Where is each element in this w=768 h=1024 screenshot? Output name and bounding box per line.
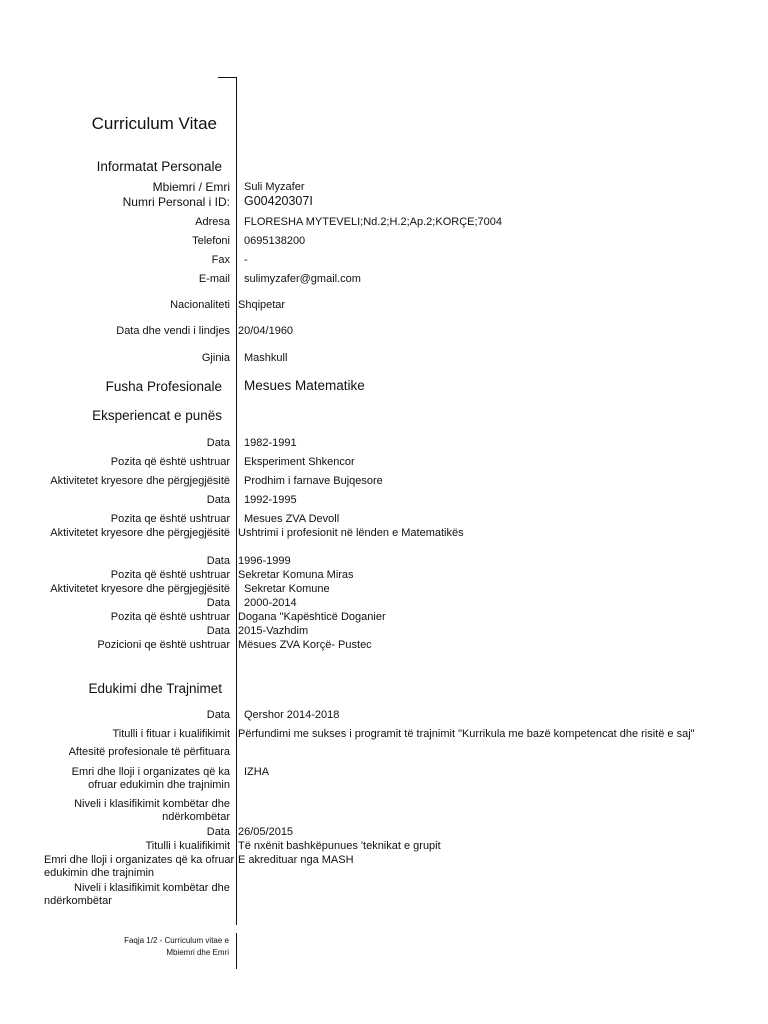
footer-rule (236, 933, 237, 969)
edu-label: Data (206, 709, 230, 721)
exp-label: Pozita që është ushtruar (110, 456, 230, 468)
edu-value: Përfundimi me sukses i programit të trajnimit "Kurrikula me bazë kompetencat dhe risitë e saj" (238, 728, 695, 740)
name-value: Suli Myzafer (244, 181, 305, 193)
exp-label: Aktivitetet kryesore dhe përgjegjësitë (50, 475, 230, 487)
exp-value: Prodhim i farnave Bujqesore (244, 475, 383, 487)
exp-value: Dogana "Kapështicë Doganier (238, 611, 386, 623)
birth-value: 20/04/1960 (238, 325, 294, 337)
exp-value: 2000-2014 (244, 597, 297, 609)
name-label: Mbiemri / Emri (152, 180, 230, 194)
exp-label: Pozicioni qe është ushtruar (97, 639, 230, 651)
nationality-label: Nacionaliteti (170, 299, 230, 311)
edu-value: IZHA (244, 766, 270, 778)
email-label: E-mail (198, 273, 230, 285)
edu-label: Titulli i kualifikimit (145, 840, 230, 852)
fax-label: Fax (211, 254, 230, 266)
exp-value: 2015-Vazhdim (238, 625, 309, 637)
nationality-value: Shqipetar (238, 299, 286, 311)
address-label: Adresa (195, 216, 230, 228)
exp-value: Mësues ZVA Korçë- Pustec (238, 639, 372, 651)
exp-label: Data (206, 597, 230, 609)
exp-value: Eksperiment Shkencor (244, 456, 355, 468)
birth-label: Data dhe vendi i lindjes (116, 325, 230, 337)
phone-value: 0695138200 (244, 235, 306, 247)
top-rule (218, 77, 237, 78)
gender-value: Mashkull (244, 352, 288, 364)
exp-label: Pozita që është ushtruar (110, 611, 230, 623)
page-footer (89, 935, 229, 959)
gender-label: Gjinia (201, 352, 230, 364)
education-heading: Edukimi dhe Trajnimet (88, 681, 222, 696)
edu-label: Aftesitë profesionale të përfituara (68, 746, 230, 758)
edu-value: Qershor 2014-2018 (244, 709, 340, 721)
exp-value: Mesues ZVA Devoll (244, 513, 340, 525)
exp-value: 1982-1991 (244, 437, 297, 449)
exp-label: Pozita qe është ushtruar (110, 513, 230, 525)
exp-value: Sekretar Komuna Miras (238, 569, 354, 581)
exp-label: Data (206, 437, 230, 449)
edu-label: Emri dhe lloji i organizates që ka ofruar edukimin dhe trajnimin (44, 854, 235, 879)
personal-heading: Informatat Personale (96, 159, 222, 174)
experience-heading: Eksperiencat e punës (92, 408, 222, 423)
exp-label: Data (206, 555, 230, 567)
edu-label: Niveli i klasifikimit kombëtar dhe ndërkombëtar (74, 798, 230, 823)
profession-value: Mesues Matematike (244, 378, 365, 393)
exp-value: Ushtrimi i profesionit në lënden e Matematikës (238, 527, 464, 539)
footer-line: Mbiemri dhe Emri (166, 948, 229, 957)
address-value: FLORESHA MYTEVELI;Nd.2;H.2;Ap.2;KORÇE;7004 (244, 216, 502, 228)
page-title: Curriculum Vitae (91, 114, 217, 133)
vertical-rule (236, 77, 237, 925)
exp-value: Sekretar Komune (244, 583, 330, 595)
edu-label: Titulli i fituar i kualifikimit (112, 728, 230, 740)
exp-value: 1996-1999 (238, 555, 291, 567)
id-label: Numri Personal i ID: (122, 195, 230, 209)
profession-label: Fusha Profesionale (105, 379, 222, 394)
phone-label: Telefoni (192, 235, 230, 247)
fax-value: - (244, 254, 248, 266)
exp-label: Pozita që është ushtruar (110, 569, 230, 581)
footer-line: Faqja 1/2 - Curriculum vitae e (124, 936, 229, 945)
email-value: sulimyzafer@gmail.com (244, 273, 361, 285)
edu-label: Data (206, 826, 230, 838)
exp-label: Aktivitetet kryesore dhe përgjegjësitë (50, 583, 230, 595)
exp-label: Aktivitetet kryesore dhe përgjegjësitë (50, 527, 230, 539)
exp-label: Data (206, 625, 230, 637)
exp-value: 1992-1995 (244, 494, 297, 506)
edu-label: Niveli i klasifikimit kombëtar dhe ndërkombëtar (44, 882, 230, 907)
edu-value: Të nxënit bashkëpunues 'teknikat e grupit (238, 840, 441, 852)
edu-value: 26/05/2015 (238, 826, 294, 838)
edu-label: Emri dhe lloji i organizates që ka ofruar edukimin dhe trajnimin (71, 766, 230, 791)
exp-label: Data (206, 494, 230, 506)
id-value: G00420307I (244, 194, 313, 208)
edu-value: E akredituar nga MASH (238, 854, 354, 866)
